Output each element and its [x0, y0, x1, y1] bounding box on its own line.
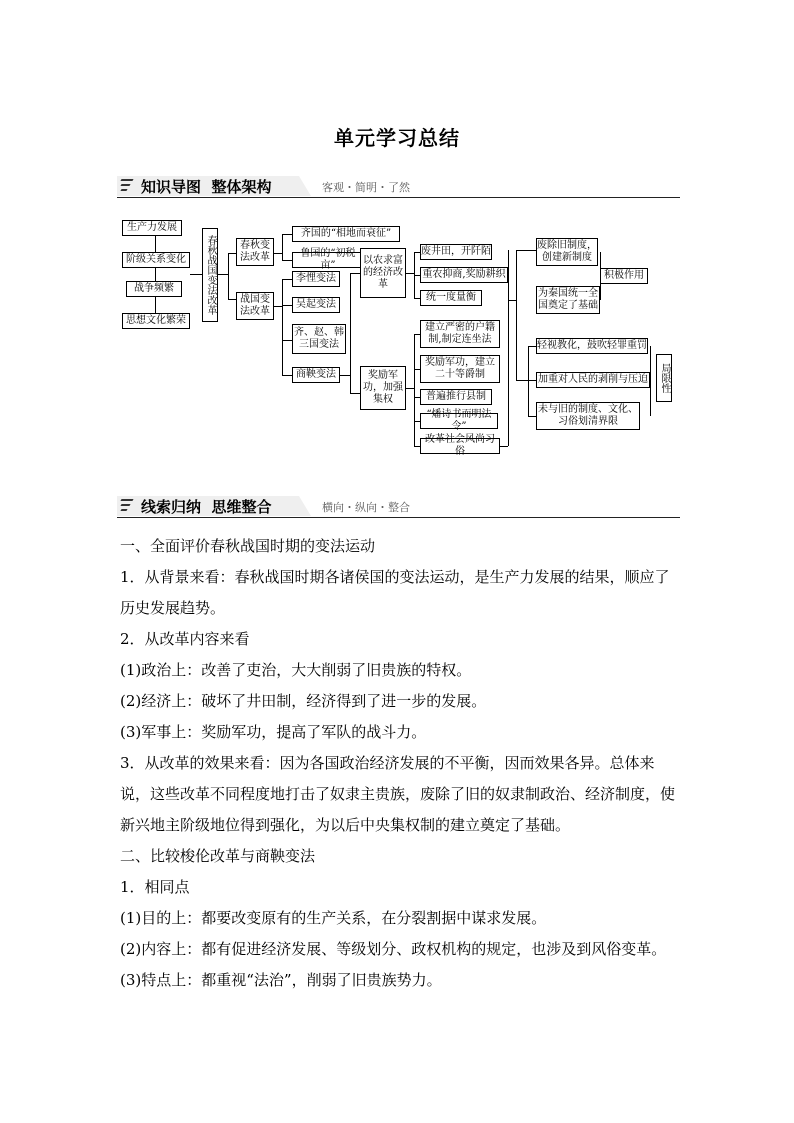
section-subtitle: 横向・纵向・整合 [322, 501, 410, 514]
li-kui-node: 李悝变法 [292, 271, 340, 287]
cause-node: 生产力发展 [122, 220, 182, 236]
paragraph: (1)政治上：改善了吏治，大大削弱了旧贵族的特权。 [120, 661, 472, 679]
center-node: 春秋战国变法改革 [202, 228, 218, 322]
positive-item-node: 为秦国统一全国奠定了基础 [536, 286, 600, 314]
limit-item-node: 未与旧的制度、文化、习俗划清界限 [536, 402, 640, 430]
agri-item-node: 重农抑商,奖励耕织 [420, 267, 508, 283]
agri-item-node: 废井田，开阡陌 [420, 244, 492, 260]
military-reform-node: 奖励军功，加强集权 [360, 366, 406, 410]
limit-item-node: 轻视教化，鼓吹轻罪重罚 [536, 338, 648, 354]
positive-effect-node: 积极作用 [600, 268, 648, 284]
mil-item-node: 建立严密的户籍制,制定连坐法 [420, 320, 500, 348]
paragraph: 2．从改革内容来看 [120, 630, 250, 648]
paragraph: (3)军事上：奖励军功，提高了军队的战斗力。 [120, 723, 427, 741]
limitation-node: 局限性 [656, 354, 672, 402]
stripes-icon [121, 499, 135, 513]
section-heading: 线索归纳 思维整合 [141, 498, 272, 516]
section-heading: 知识导图 整体架构 [141, 178, 272, 196]
paragraph: (1)目的上：都要改变原有的生产关系，在分裂割据中谋求发展。 [120, 909, 547, 927]
mil-item-node: “燔诗书而明法令” [420, 413, 498, 429]
body-text [120, 531, 680, 996]
shang-yang-node: 商鞅变法 [292, 367, 340, 383]
paragraph: 一、全面评价春秋战国时期的变法运动 [120, 537, 376, 555]
paragraph: 1．从背景来看：春秋战国时期各诸侯国的变法运动，是生产力发展的结果，顺应了历史发展趋势。 [120, 568, 670, 617]
limit-item-node: 加重对人民的剥削与压迫 [536, 372, 650, 388]
paragraph: 3．从改革的效果来看：因为各国政治经济发展的不平衡，因而效果各异。总体来说，这些改革不同程度地打击了奴隶主贵族，废除了旧的奴隶制政治、经济制度，使新兴地主阶级地位得到强化，为以后中央集权制的建立奠定了基础。 [120, 754, 676, 834]
cause-node: 思想文化繁荣 [122, 313, 190, 329]
positive-item-node: 废除旧制度，创建新制度 [536, 238, 598, 266]
page-title: 单元学习总结 [334, 126, 460, 150]
agri-item-node: 统一度量衡 [420, 290, 482, 306]
cause-node: 战争频繁 [126, 281, 182, 297]
paragraph: 二、比较梭伦改革与商鞅变法 [120, 847, 316, 865]
three-states-node: 齐、赵、韩三国变法 [292, 324, 346, 354]
qi-node: 齐国的“相地而衰征” [292, 226, 400, 242]
paragraph: (3)特点上：都重视“法治”，削弱了旧贵族势力。 [120, 971, 442, 989]
warring-states-node: 战国变法改革 [236, 292, 274, 320]
agri-reform-node: 以农求富的经济改革 [360, 248, 406, 298]
paragraph: (2)内容上：都有促进经济发展、等级划分、政权机构的规定，也涉及到风俗变革。 [120, 940, 667, 958]
section-header-clue-summary [117, 496, 680, 518]
mil-item-node: 改革社会风尚习俗 [420, 438, 500, 454]
spring-autumn-node: 春秋变法改革 [236, 238, 274, 266]
mil-item-node: 普遍推行县制 [420, 389, 492, 405]
paragraph: (2)经济上：破坏了井田制，经济得到了进一步的发展。 [120, 692, 487, 710]
cause-node: 阶级关系变化 [122, 252, 190, 268]
lu-node: 鲁国的“初税亩” [292, 252, 364, 268]
mil-item-node: 奖励军功，建立二十等爵制 [420, 355, 500, 383]
wu-qi-node: 吴起变法 [292, 297, 340, 313]
paragraph: 1．相同点 [120, 878, 190, 896]
section-subtitle: 客观・简明・了然 [322, 181, 410, 194]
